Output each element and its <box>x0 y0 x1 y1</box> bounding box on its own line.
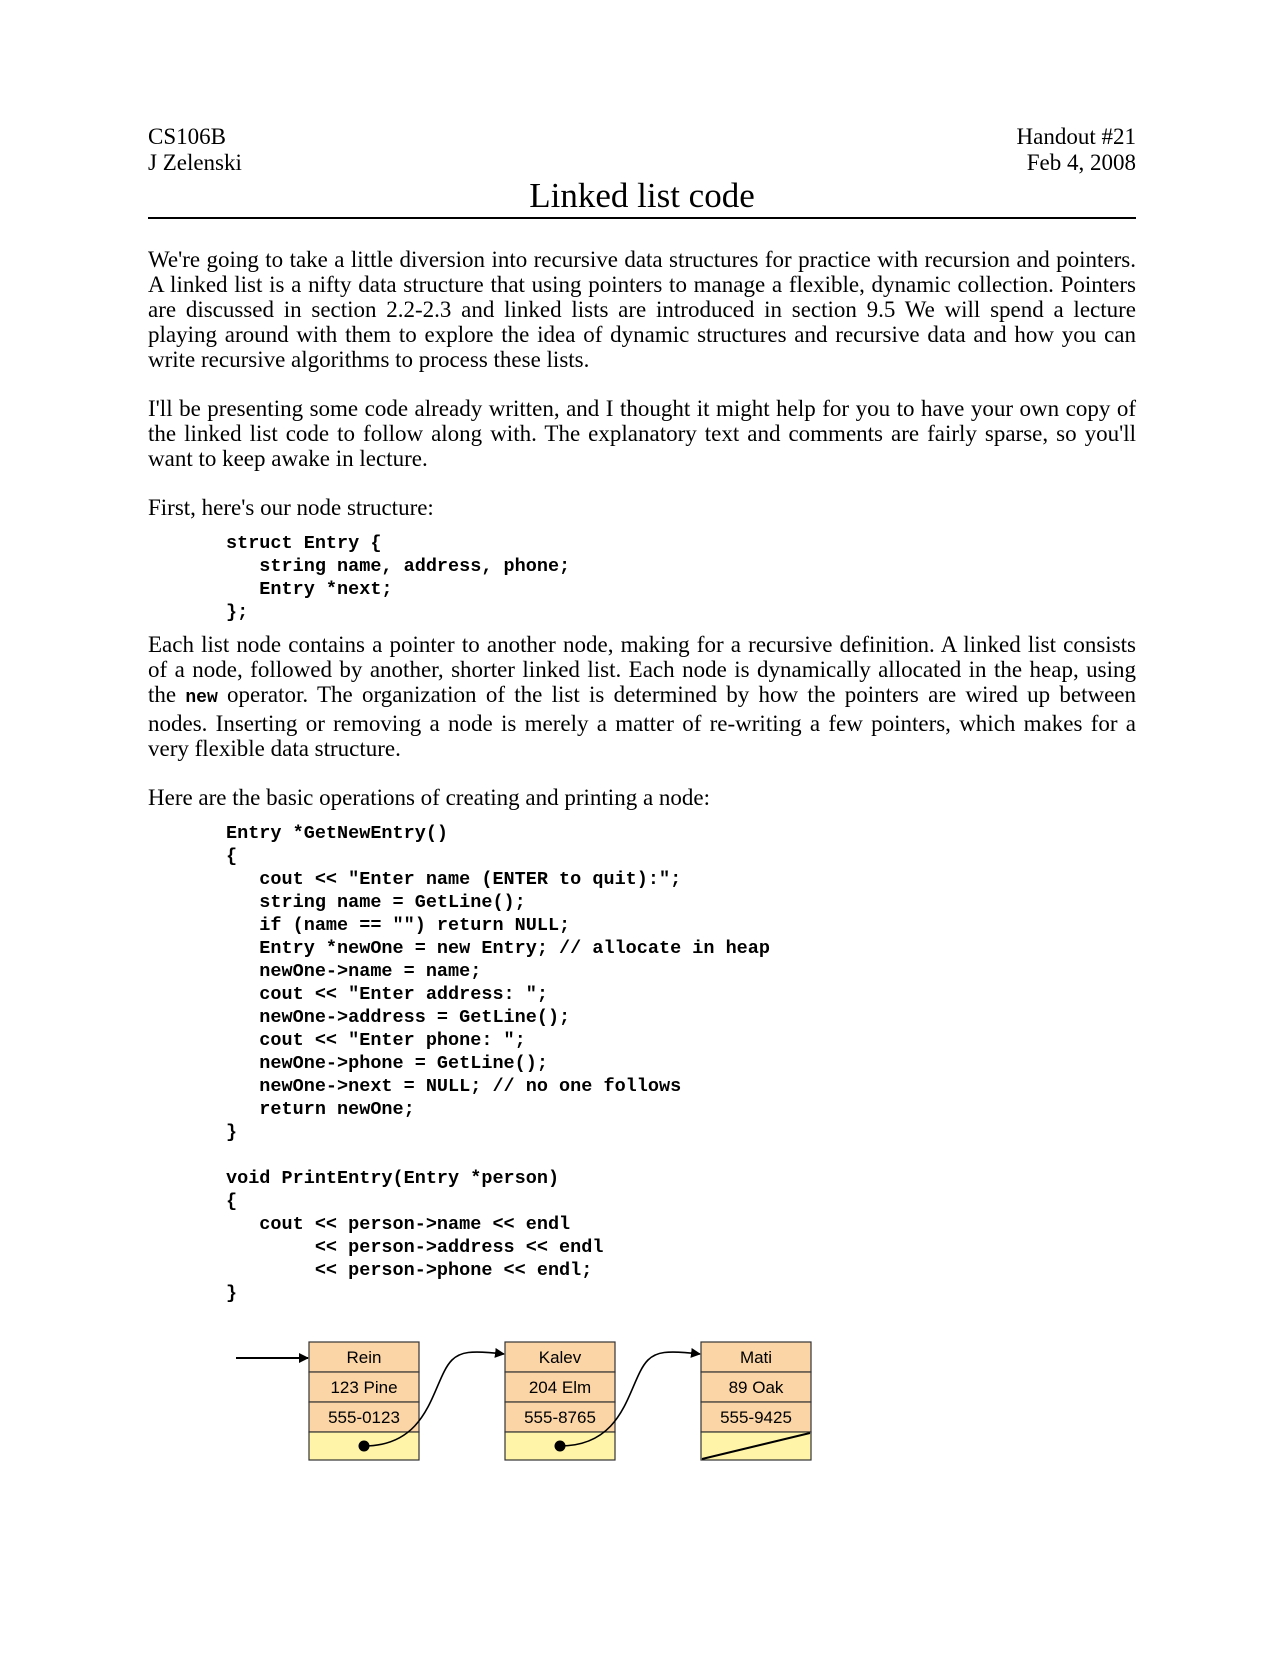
node-address: 89 Oak <box>728 1378 784 1397</box>
header-left <box>148 124 242 176</box>
list-node-text-after: operator. The organization of the list is determined by how the pointers are wired up between nodes. Inserting or removing a node is merely a matter of re-writing a few pointers, which makes for a very flexible data structure. <box>148 682 1136 761</box>
handout-page <box>148 124 1136 1305</box>
page-title: Linked list code <box>529 176 755 215</box>
basic-operations-intro: Here are the basic operations of creating and printing a node: <box>148 785 710 810</box>
handout-number: Handout #21 <box>1016 124 1136 149</box>
print-entry-code: void PrintEntry(Entry *person) { cout << person->name << endl << person->address << endl << person->phone << endl; } <box>226 1168 604 1304</box>
node-name: Mati <box>739 1348 773 1367</box>
linked-list-diagram <box>232 1340 832 1480</box>
list-node-paragraph <box>148 632 1136 761</box>
presenting-paragraph: I'll be presenting some code already written, and I thought it might help for you to have your own copy of the linked list code to follow along with. The explanatory text and comments are fairly sparse, so you'll want to keep awake in lecture. <box>148 396 1136 471</box>
struct-code-block: struct Entry { string name, address, phone; Entry *next; }; <box>226 533 571 623</box>
handout-header <box>148 124 1136 216</box>
node-name: Kalev <box>538 1348 582 1367</box>
list-node-mati <box>701 1342 811 1460</box>
node-address: 204 Elm <box>528 1378 592 1397</box>
course-code: CS106B <box>148 124 226 149</box>
node-phone: 555-8765 <box>524 1408 596 1427</box>
new-keyword: new <box>185 688 218 708</box>
get-new-entry-code: Entry *GetNewEntry() { cout << "Enter name (ENTER to quit):"; string name = GetLine(); if (name == "") return NULL; Entry *newOne = new Entry; // allocate in heap newOne->name = name; cout << "Enter address: "; newOne->address = GetLine(); cout << "Enter phone: "; newOne->phone = GetLine(); newOne->next = NULL; // no one follows return newOne; } <box>226 823 770 1143</box>
node-phone: 555-0123 <box>328 1408 400 1427</box>
intro-paragraph: We're going to take a little diversion into recursive data structures for practice with recursion and pointers. A linked list is a nifty data structure that using pointers to manage a flexible, dynamic collection. Pointers are discussed in section 2.2-2.3 and linked lists are introduced in section 9.5 We will spend a lecture playing around with them to explore the idea of dynamic structures and recursive data and how you can write recursive algorithms to process these lists. <box>148 247 1136 372</box>
title-rule <box>148 217 1136 219</box>
list-node-text-before: Each list node contains a pointer to another node, making for a recursive definition. A linked list consists of a node, followed by another, shorter linked list. Each node is dynamically allocated in the heap, using the <box>148 632 1136 707</box>
node-structure-intro: First, here's our node structure: <box>148 495 434 520</box>
node-phone: 555-9425 <box>720 1408 792 1427</box>
handout-date: Feb 4, 2008 <box>1026 150 1136 175</box>
header-right <box>1017 124 1136 176</box>
node-name: Rein <box>346 1348 382 1367</box>
list-node-rein <box>309 1342 419 1460</box>
node-address: 123 Pine <box>330 1378 398 1397</box>
author-name: J Zelenski <box>148 150 242 175</box>
list-node-kalev <box>505 1342 615 1460</box>
